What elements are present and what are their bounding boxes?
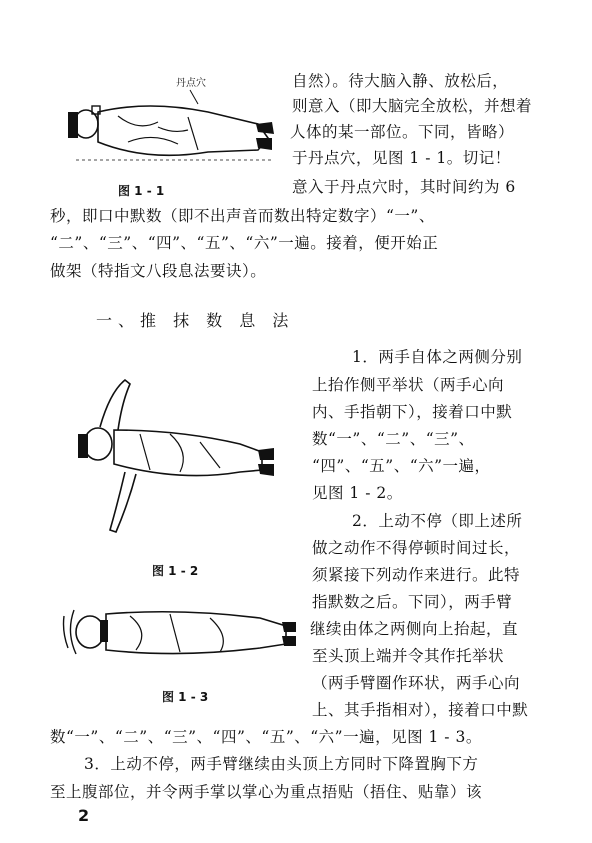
step-line-8: 做之动作不得停顿时间过长，	[312, 539, 521, 557]
intro-line-3: 人体的某一部位。下同，皆略）	[290, 123, 515, 141]
intro-line-4: 于丹点穴，见图 1 - 1。切记！	[292, 149, 511, 167]
step-line-17: 至上腹部位，并令两手掌以掌心为重点捂贴（捂住、贴靠）该	[50, 783, 483, 801]
step-line-2: 上抬作侧平举状（两手心向	[312, 376, 505, 394]
figure-1-1-caption: 图 1 - 1	[118, 184, 165, 198]
figure-1-2-caption: 图 1 - 2	[152, 564, 199, 578]
step-line-14: 上、其手指相对），接着口中默	[312, 701, 529, 719]
intro-line-6: 秒，即口中默数（即不出声音而数出特定数字）“一”、	[50, 207, 435, 225]
intro-line-2: 则意入（即大脑完全放松，并想着	[292, 97, 533, 115]
step-line-13: （两手臂圈作环状，两手心向	[312, 674, 521, 692]
intro-line-1: 自然）。待大脑入静、放松后，	[292, 72, 509, 90]
step-line-4: 数“一”、“二”、“三”、	[312, 430, 475, 448]
figure-1-3-caption: 图 1 - 3	[162, 690, 209, 704]
step-line-11: 继续由体之两侧向上抬起，直	[310, 620, 519, 638]
figure-1-1-label: 丹点穴	[176, 78, 206, 89]
step-line-5: “四”、“五”、“六”一遍，	[312, 457, 491, 475]
step-line-12: 至头顶上端并令其作托举状	[312, 647, 505, 665]
step-line-6: 见图 1 - 2。	[312, 484, 403, 502]
step-line-15: 数“一”、“二”、“三”、“四”、“五”、“六”一遍，见图 1 - 3。	[50, 728, 482, 746]
figure-1-3	[60, 596, 300, 666]
step-line-16: 3．上动不停，两手臂继续由头顶上方同时下降置胸下方	[84, 755, 479, 773]
figure-1-1	[58, 72, 288, 182]
intro-line-5: 意入于丹点穴时，其时间约为 6	[292, 178, 516, 196]
page-number: 2	[78, 806, 90, 825]
intro-line-8: 做架（特指文八段息法要诀）。	[50, 262, 267, 280]
section-heading: 一、推 抹 数 息 法	[96, 311, 295, 330]
step-line-7: 2．上动不停（即上述所	[352, 512, 523, 530]
intro-line-7: “二”、“三”、“四”、“五”、“六”一遍。接着，便开始正	[50, 234, 439, 252]
figure-1-2	[70, 372, 280, 542]
step-line-1: 1．两手自体之两侧分别	[352, 348, 523, 366]
step-line-10: 指默数之后。下同），两手臂	[312, 593, 513, 611]
step-line-9: 须紧接下列动作来进行。此特	[312, 566, 521, 584]
step-line-3: 内、手指朝下），接着口中默	[312, 403, 513, 421]
